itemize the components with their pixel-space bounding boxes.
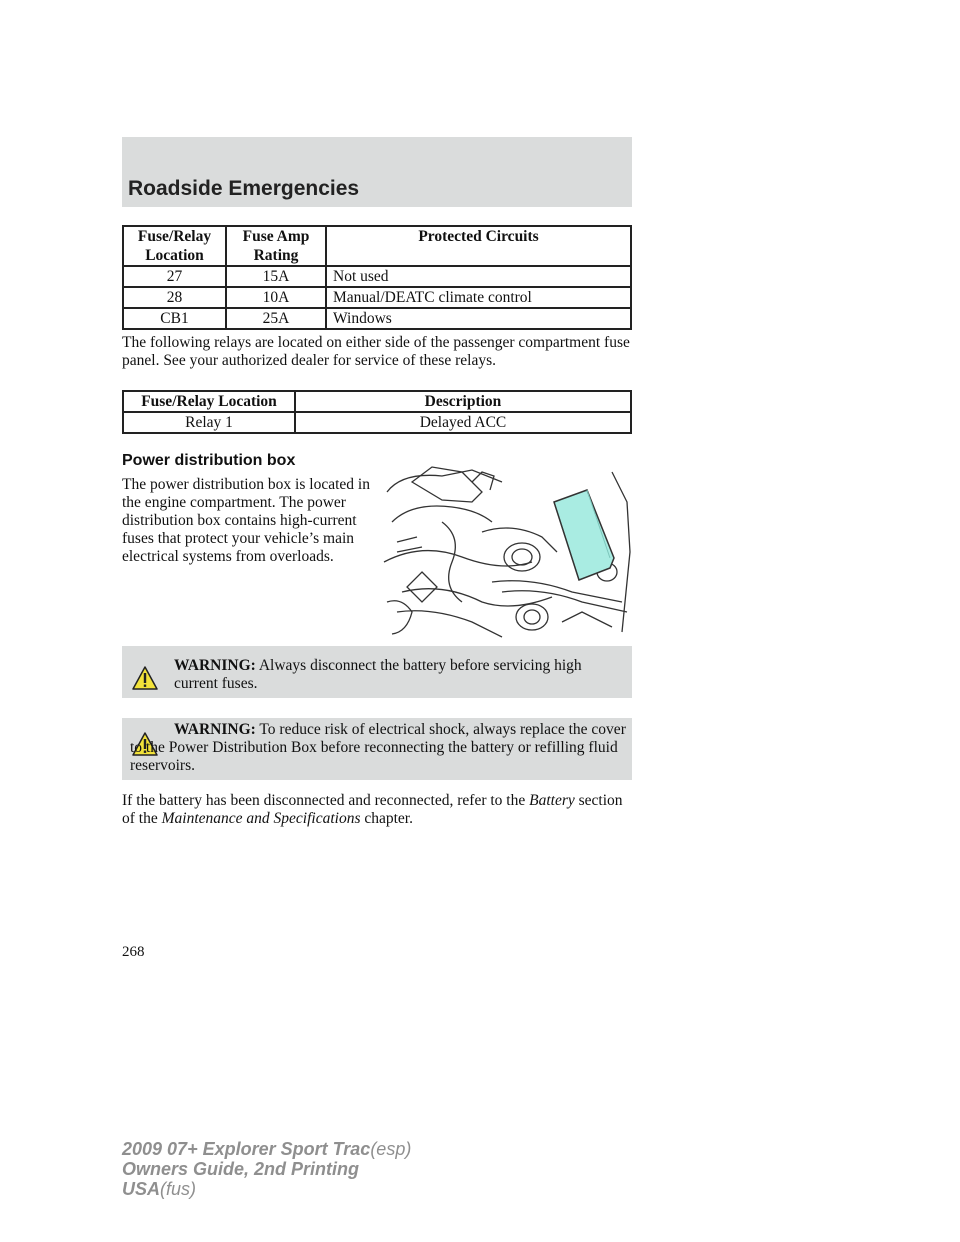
column-header: Fuse Amp Rating (226, 226, 326, 266)
warning-text (130, 721, 626, 775)
chapter-ref: Maintenance and Specifications (161, 810, 361, 827)
warning-box (122, 646, 632, 698)
warning-triangle-icon (132, 666, 158, 690)
warning-body: Always disconnect the battery before servicing high current fuses. (174, 657, 582, 692)
relay-intro-paragraph: The following relays are located on either side of the passenger compartment fuse panel. See your authorized dealer for service of these relays. (122, 334, 630, 369)
footer-market-code: (fus) (160, 1179, 197, 1199)
column-header: Fuse/Relay Location (123, 391, 295, 412)
warning-box (122, 718, 632, 780)
engine-compartment-illustration (382, 462, 632, 640)
power-distribution-paragraph: The power distribution box is located in the engine compartment. The power distribution box contains high-current fuses that protect your vehicle’s main electrical systems from overloads. (122, 476, 370, 565)
footer-model-code: (esp) (370, 1139, 412, 1159)
table-cell: 10A (226, 287, 326, 308)
table-header-row (123, 391, 631, 412)
warning-label: WARNING: (174, 721, 256, 738)
power-distribution-box (554, 490, 614, 580)
table-cell: CB1 (123, 308, 226, 329)
table-cell: 27 (123, 266, 226, 287)
warning-body: To reduce risk of electrical shock, always replace the cover to the Power Distribution Box before reconnecting the battery or refilling fluid reservoirs. (130, 721, 626, 774)
warning-text (174, 657, 626, 693)
section-title: Roadside Emergencies (128, 177, 360, 200)
section-header-band (122, 137, 632, 207)
table-cell: Windows (326, 308, 631, 329)
table-header-row (123, 226, 631, 266)
table-cell: 25A (226, 308, 326, 329)
table-row (123, 308, 631, 329)
footer-model: 2009 07+ Explorer Sport Trac (122, 1139, 371, 1159)
table-cell: Delayed ACC (295, 412, 631, 433)
battery-note-paragraph (122, 792, 632, 828)
column-header: Protected Circuits (326, 226, 631, 266)
table-row (123, 266, 631, 287)
document-footer (122, 1139, 411, 1199)
battery-note-text: If the battery has been disconnected and reconnected, refer to the (122, 792, 526, 809)
fuse-table (122, 225, 632, 330)
page-number: 268 (122, 944, 145, 960)
relay-table (122, 390, 632, 434)
table-row (123, 412, 631, 433)
battery-note-text: chapter. (364, 810, 413, 827)
battery-section-ref: Battery (529, 792, 575, 809)
column-header: Description (295, 391, 631, 412)
battery-note-text: section of the (122, 792, 623, 827)
table-cell: 28 (123, 287, 226, 308)
table-cell: Relay 1 (123, 412, 295, 433)
table-cell: Not used (326, 266, 631, 287)
column-header: Fuse/Relay Location (123, 226, 226, 266)
footer-edition: Owners Guide, 2nd Printing (122, 1159, 360, 1179)
table-row (123, 287, 631, 308)
warning-label: WARNING: (174, 657, 256, 674)
power-distribution-heading: Power distribution box (122, 452, 296, 469)
table-cell: Manual/DEATC climate control (326, 287, 631, 308)
footer-market: USA (122, 1179, 161, 1199)
table-cell: 15A (226, 266, 326, 287)
